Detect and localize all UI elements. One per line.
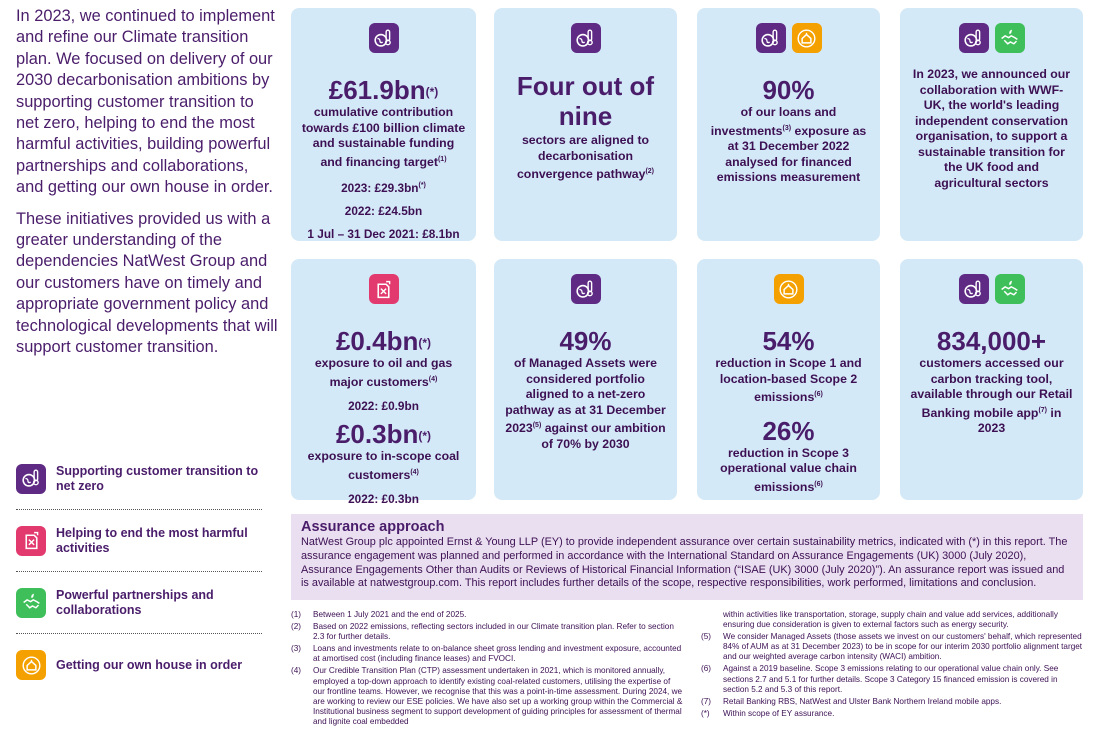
metric-value: 49% bbox=[559, 326, 612, 356]
assurance-text: NatWest Group plc appointed Ernst & Young LLP (EY) to provide independent assurance over certain sustainability metrics, indicated with (*) in this report. The assurance engagement was planned and performed in accordance with the International Standard on Assurance Engagements (UK) 3000 (July 2020), Assurance Engagements Other than Audits or Reviews of Historical Financial Information (“ISAE (UK) 3000 (July 2020)”). An assurance report was issued and is available at natwestgroup.com. This report includes further details of the scope, respective responsibilities, work performed, limitations and conclusion. bbox=[301, 536, 1068, 590]
card-managed-assets bbox=[494, 259, 677, 500]
card-carbon-tracking bbox=[900, 259, 1083, 500]
card-climate-funding bbox=[291, 8, 476, 241]
metric-description: of our loans and investments$^{(3)}$ exposure as at 31 December 2022 analysed for financed emissions measurement bbox=[710, 105, 867, 185]
globe-thermometer-icon bbox=[571, 274, 601, 304]
handshake-icon bbox=[995, 23, 1025, 53]
footnote: (1) Between 1 July 2021 and the end of 2025. bbox=[291, 610, 467, 619]
intro-text bbox=[16, 6, 278, 359]
footnotes-left bbox=[291, 610, 683, 729]
metric-sub: 2022: £0.9bn bbox=[348, 399, 419, 414]
footnote: (7) Retail Banking RBS, NatWest and Ulster Bank Northern Ireland mobile apps. bbox=[701, 696, 1002, 706]
house-icon bbox=[16, 650, 46, 680]
globe-thermometer-icon bbox=[16, 464, 46, 494]
card-scope-reduction bbox=[697, 259, 880, 500]
footnotes-right bbox=[701, 610, 1083, 721]
metric-description: In 2023, we announced our collaboration with WWF-UK, the world's leading independent conservation organisation, to support a sustainable transition for the UK food and agricultural sectors bbox=[912, 67, 1071, 190]
legend-label: Supporting customer transition to net zero bbox=[56, 463, 259, 493]
legend-label: Powerful partnerships and collaborations bbox=[56, 587, 214, 617]
legend-item-partnerships bbox=[16, 572, 262, 634]
metric-description: reduction in Scope 3 operational value chain emissions$^{(6)}$ bbox=[720, 445, 857, 494]
footnote: (6) Against a 2019 baseline. Scope 3 emissions relating to our operational value chain only. See sections 2.7 and 5.1 for further details. Scope 3 Category 15 financed emission is covered in section 5.2 and 5.3 of this report. bbox=[701, 664, 1059, 694]
metric-sub: 2022: £0.3bn bbox=[348, 492, 419, 507]
footnote: (4) Our Credible Transition Plan (CTP) assessment undertaken in 2021, which is monitored annually, employed a top-down approach to identify existing coal-related customers, utilising the expertise of our frontline teams. However, we recognise that this was a point-in-time assessment. During 2024, we are working to review our ESE policies. We have also set up a working group within the Commercial & Institutional business segment to support development of guiding principles for assessment of thermal and lignite coal embedded bbox=[291, 666, 683, 726]
legend-item-own-house bbox=[16, 634, 262, 696]
metric-value: £0.3bn(*) bbox=[335, 419, 432, 450]
footnote: within activities like transportation, storage, supply chain and value add services, additionally ensuring due consideration is given to external factors such as energy security. bbox=[723, 610, 1058, 630]
handshake-icon bbox=[995, 274, 1025, 304]
assurance-title: Assurance approach bbox=[301, 519, 445, 535]
metric-sub-2022: 2022: £24.5bn bbox=[344, 204, 423, 219]
metric-description: cumulative contribution towards £100 billion climate and sustainable funding and financing target$^{(1)}$ bbox=[301, 105, 466, 169]
house-icon bbox=[792, 23, 822, 53]
legend-item-harmful-activities bbox=[16, 510, 262, 572]
footnote: (2) Based on 2022 emissions, reflecting sectors included in our Climate transition plan. Refer to section 2.3 for further details. bbox=[291, 622, 674, 642]
metric-description: customers accessed our carbon tracking tool, available through our Retail Banking mobile app$^{(7)}$ in 2023 bbox=[910, 356, 1073, 436]
card-loans-analysed bbox=[697, 8, 880, 241]
globe-thermometer-icon bbox=[756, 23, 786, 53]
assurance-box bbox=[291, 514, 1083, 600]
metric-value: 54% bbox=[762, 326, 815, 356]
card-wwf-collaboration bbox=[900, 8, 1083, 241]
metric-description: reduction in Scope 1 and location-based Scope 2 emissions$^{(6)}$ bbox=[715, 356, 862, 405]
handshake-icon bbox=[16, 588, 46, 618]
globe-thermometer-icon bbox=[959, 274, 989, 304]
footnote: (*) Within scope of EY assurance. bbox=[701, 708, 835, 718]
legend-item-customer-transition bbox=[16, 448, 262, 510]
legend-label: Helping to end the most harmful activities bbox=[56, 525, 248, 555]
legend bbox=[16, 448, 262, 696]
metric-description: sectors are aligned to decarbonisation convergence pathway$^{(2)}$ bbox=[516, 133, 655, 182]
globe-thermometer-icon bbox=[369, 23, 399, 53]
footnote: (5) We consider Managed Assets (those assets we invest on our customers' behalf, which represented 84% of AUM as at 31 December 2023) to be in scope for our interim 2030 portfolio alignment target and our weighted average carbon intensity (WACI) ambition. bbox=[701, 632, 1083, 662]
metric-value: 90% bbox=[762, 75, 815, 105]
fuel-can-icon bbox=[16, 526, 46, 556]
intro-paragraph-1: In 2023, we continued to implement and refine our Climate transition plan. We focused on delivery of our 2030 decarbonisation ambitions by supporting customer transition to net zero, helping to end the most harmful activities, building powerful partnerships and collaborations, and getting our own house in order. bbox=[16, 7, 275, 197]
metric-value: £61.9bn(*) bbox=[328, 75, 439, 105]
house-icon bbox=[774, 274, 804, 304]
globe-thermometer-icon bbox=[959, 23, 989, 53]
footnote: (3) Loans and investments relate to on-balance sheet gross lending and investment exposure, accounted at amortised cost (including finance leases) and FVOCI. bbox=[291, 644, 682, 664]
metric-description: exposure to in-scope coal customers$^{(4)}$ bbox=[307, 449, 460, 482]
intro-paragraph-2: These initiatives provided us with a greater understanding of the dependencies NatWest Group and our customers have on timely and appropriate government policy and technological developments that will support customer transition. bbox=[16, 209, 278, 357]
metric-value: 26% bbox=[762, 415, 815, 446]
legend-label: Getting our own house in order bbox=[56, 657, 243, 672]
card-sectors-aligned bbox=[494, 8, 677, 241]
card-oil-gas-exposure bbox=[291, 259, 476, 507]
globe-thermometer-icon bbox=[571, 23, 601, 53]
fuel-can-icon bbox=[369, 274, 399, 304]
metric-sub-2023: 2023: £29.3bn(*) bbox=[341, 181, 426, 196]
metric-value: Four out of nine bbox=[516, 71, 655, 131]
metric-value: 834,000+ bbox=[936, 326, 1047, 356]
metric-description: of Managed Assets were considered portfolio aligned to a net-zero pathway as at 31 December 2023$^{(5)}$ against our ambition of 70% by 2030 bbox=[505, 356, 666, 451]
metric-sub-2021: 1 Jul – 31 Dec 2021: £8.1bn bbox=[307, 227, 460, 242]
metric-value: £0.4bn(*) bbox=[335, 326, 432, 356]
metric-description: exposure to oil and gas major customers$^{(4)}$ bbox=[314, 356, 453, 389]
